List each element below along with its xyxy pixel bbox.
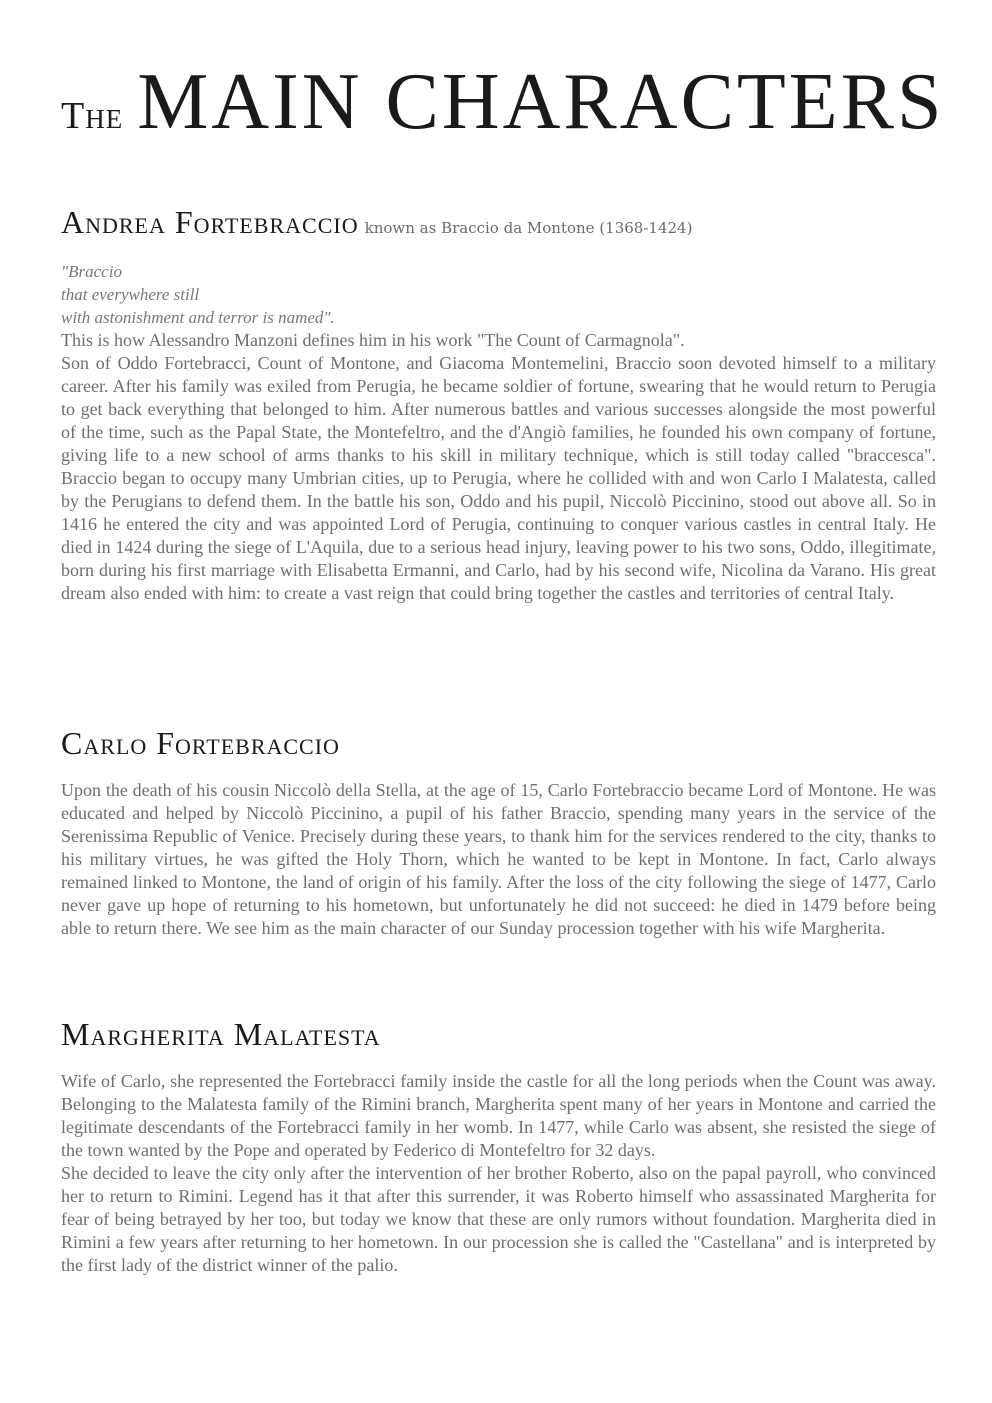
section-heading — [61, 727, 936, 759]
quote-block — [61, 260, 936, 329]
quote-line: with astonishment and terror is named". — [61, 308, 335, 327]
section-heading-name: Carlo Fortebraccio — [61, 725, 340, 761]
quote-line: "Braccio — [61, 262, 122, 281]
section-andrea-fortebraccio — [61, 206, 936, 605]
body-paragraph: Upon the death of his cousin Niccolò della Stella, at the age of 15, Carlo Fortebraccio became Lord of Montone. He was educated and helped by Niccolò Piccinino, a pupil of his father Braccio, spending many years in the service of the Serenissima Republic of Venice. Precisely during these years, to thank him for the services rendered to the city, thanks to his military virtues, he was gifted the Holy Thorn, which he wanted to be kept in Montone. In fact, Carlo always remained linked to Montone, the land of origin of his family. After the loss of the city following the siege of 1477, Carlo never gave up hope of returning to his hometown, but unfortunately he did not succeed: he died in 1479 before being able to return there. We see him as the main character of our Sunday procession together with his wife Margherita. — [61, 780, 936, 938]
body-paragraph: This is how Alessandro Manzoni defines him in his work "The Count of Carmagnola". — [61, 330, 685, 350]
page-title — [61, 58, 945, 146]
body-paragraph: Son of Oddo Fortebracci, Count of Montone, and Giacoma Montemelini, Braccio soon devoted himself to a military career. After his family was exiled from Perugia, he became soldier of fortune, swearing that he would return to Perugia to get back everything that belonged to him. After numerous battles and various successes alongside the most powerful of the time, such as the Papal State, the Montefeltro, and the d'Angiò families, he founded his own company of fortune, giving life to a new school of arms thanks to his skill in military technique, which is still today called "braccesca". Braccio began to occupy many Umbrian cities, up to Perugia, where he collided with and won Carlo I Malatesta, called by the Perugians to defend them. In the battle his son, Oddo and his pupil, Niccolò Piccinino, stood out above all. So in 1416 he entered the city and was appointed Lord of Perugia, continuing to conquer various castles in central Italy. He died in 1424 during the siege of L'Aquila, due to a serious head injury, leaving power to his two sons, Oddo, illegitimate, born during his first marriage with Elisabetta Ermanni, and Carlo, had by his second wife, Nicolina da Varano. His great dream also ended with him: to create a vast reign that could bring together the castles and territories of central Italy. — [61, 353, 936, 603]
section-heading-name: Margherita Malatesta — [61, 1016, 381, 1052]
quote-line: that everywhere still — [61, 285, 200, 304]
page-title-prefix: The — [61, 95, 124, 137]
body-paragraph: She decided to leave the city only after the intervention of her brother Roberto, also on the papal payroll, who convinced her to return to Rimini. Legend has it that after this surrender, it was Roberto himself who assassinated Margherita for fear of being betrayed by her too, but today we know that these are only rumors without foundation. Margherita died in Rimini a few years after returning to her hometown. In our procession she is called the "Castellana" and is interpreted by the first lady of the district winner of the palio. — [61, 1163, 936, 1275]
body-paragraph: Wife of Carlo, she represented the Fortebracci family inside the castle for all the long periods when the Count was away. Belonging to the Malatesta family of the Rimini branch, Margherita spent many of her years in Montone and carried the legitimate descendants of the Fortebracci family in her womb. In 1477, while Carlo was absent, she resisted the siege of the town wanted by the Pope and operated by Federico di Montefeltro for 32 days. — [61, 1071, 936, 1160]
section-heading-name: Andrea Fortebraccio — [61, 204, 359, 240]
section-carlo-fortebraccio — [61, 727, 936, 940]
section-heading — [61, 206, 936, 238]
section-heading — [61, 1018, 936, 1050]
section-heading-subtitle: known as Braccio da Montone (1368-1424) — [364, 219, 693, 237]
page-title-main: MAIN CHARACTERS — [137, 58, 945, 146]
section-margherita-malatesta — [61, 1018, 936, 1277]
